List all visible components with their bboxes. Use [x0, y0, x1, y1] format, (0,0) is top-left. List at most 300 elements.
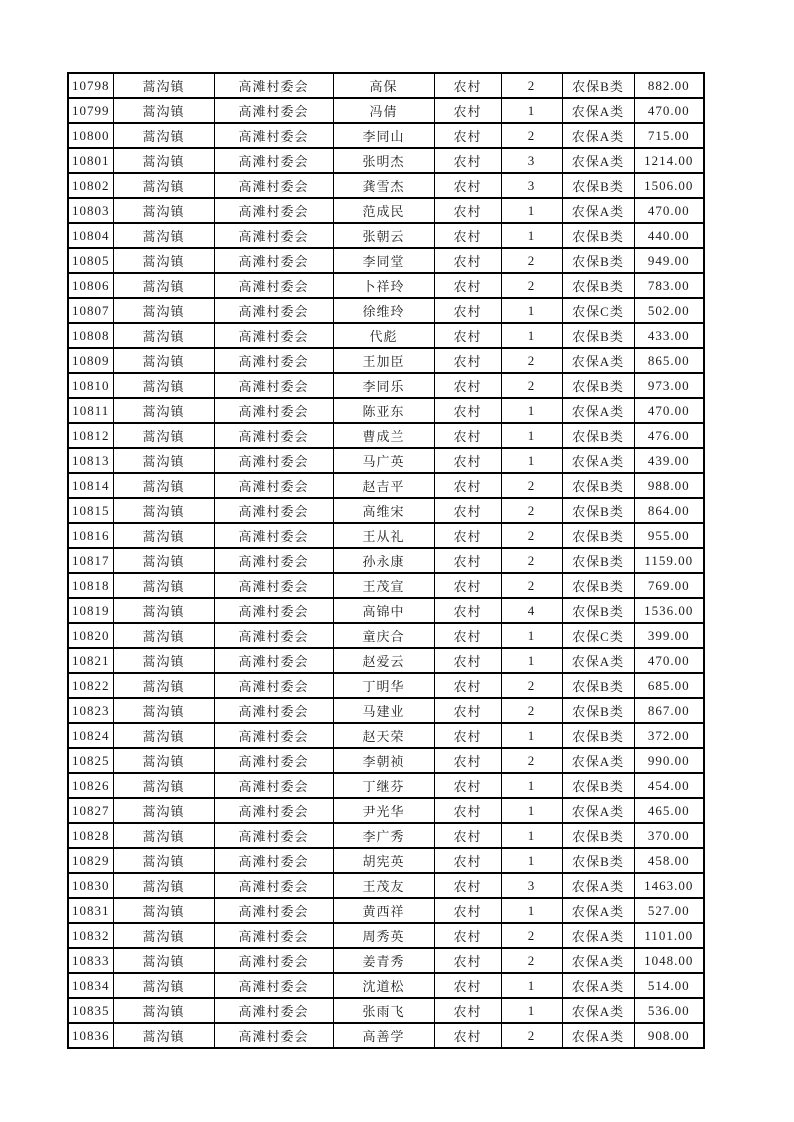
amount-cell: 990.00: [634, 748, 704, 773]
table-body: [68, 73, 704, 1048]
record-id-cell: 10798: [68, 73, 113, 98]
table-row: [68, 923, 704, 948]
person-name-cell: 胡宪英: [333, 848, 434, 873]
village-committee-cell: 高滩村委会: [214, 198, 333, 223]
amount-cell: 372.00: [634, 723, 704, 748]
insurance-category-cell: 农保A类: [562, 348, 634, 373]
town-cell: 蒿沟镇: [113, 98, 214, 123]
village-committee-cell: 高滩村委会: [214, 873, 333, 898]
amount-cell: 1463.00: [634, 873, 704, 898]
town-cell: 蒿沟镇: [113, 973, 214, 998]
amount-cell: 973.00: [634, 373, 704, 398]
table-row: [68, 898, 704, 923]
person-count-cell: 1: [501, 648, 562, 673]
table-row: [68, 498, 704, 523]
town-cell: 蒿沟镇: [113, 348, 214, 373]
insurance-category-cell: 农保B类: [562, 423, 634, 448]
town-cell: 蒿沟镇: [113, 198, 214, 223]
person-name-cell: 马广英: [333, 448, 434, 473]
record-id-cell: 10829: [68, 848, 113, 873]
amount-cell: 882.00: [634, 73, 704, 98]
person-count-cell: 2: [501, 73, 562, 98]
person-name-cell: 李同堂: [333, 248, 434, 273]
person-name-cell: 张雨飞: [333, 998, 434, 1023]
insurance-category-cell: 农保B类: [562, 173, 634, 198]
table-row: [68, 473, 704, 498]
person-name-cell: 冯倩: [333, 98, 434, 123]
insurance-category-cell: 农保A类: [562, 648, 634, 673]
insurance-category-cell: 农保B类: [562, 698, 634, 723]
insurance-category-cell: 农保A类: [562, 748, 634, 773]
residence-type-cell: 农村: [434, 98, 501, 123]
record-id-cell: 10831: [68, 898, 113, 923]
insurance-category-cell: 农保B类: [562, 523, 634, 548]
table-row: [68, 748, 704, 773]
record-id-cell: 10806: [68, 273, 113, 298]
residence-type-cell: 农村: [434, 598, 501, 623]
village-committee-cell: 高滩村委会: [214, 73, 333, 98]
village-committee-cell: 高滩村委会: [214, 748, 333, 773]
table-row: [68, 848, 704, 873]
person-count-cell: 1: [501, 398, 562, 423]
table-row: [68, 723, 704, 748]
person-name-cell: 王茂友: [333, 873, 434, 898]
town-cell: 蒿沟镇: [113, 373, 214, 398]
table-row: [68, 298, 704, 323]
town-cell: 蒿沟镇: [113, 873, 214, 898]
person-name-cell: 王从礼: [333, 523, 434, 548]
person-name-cell: 高保: [333, 73, 434, 98]
record-id-cell: 10811: [68, 398, 113, 423]
village-committee-cell: 高滩村委会: [214, 848, 333, 873]
insurance-category-cell: 农保B类: [562, 273, 634, 298]
village-committee-cell: 高滩村委会: [214, 223, 333, 248]
amount-cell: 399.00: [634, 623, 704, 648]
insurance-category-cell: 农保A类: [562, 998, 634, 1023]
town-cell: 蒿沟镇: [113, 423, 214, 448]
insurance-category-cell: 农保B类: [562, 598, 634, 623]
person-name-cell: 赵吉平: [333, 473, 434, 498]
village-committee-cell: 高滩村委会: [214, 723, 333, 748]
insurance-category-cell: 农保A类: [562, 898, 634, 923]
person-count-cell: 2: [501, 1023, 562, 1048]
table-row: [68, 548, 704, 573]
person-count-cell: 1: [501, 323, 562, 348]
amount-cell: 433.00: [634, 323, 704, 348]
village-committee-cell: 高滩村委会: [214, 498, 333, 523]
village-committee-cell: 高滩村委会: [214, 298, 333, 323]
village-committee-cell: 高滩村委会: [214, 273, 333, 298]
amount-cell: 685.00: [634, 673, 704, 698]
person-name-cell: 孙永康: [333, 548, 434, 573]
town-cell: 蒿沟镇: [113, 173, 214, 198]
table-row: [68, 348, 704, 373]
insurance-category-cell: 农保A类: [562, 948, 634, 973]
town-cell: 蒿沟镇: [113, 848, 214, 873]
insurance-category-cell: 农保B类: [562, 573, 634, 598]
insurance-category-cell: 农保B类: [562, 673, 634, 698]
insurance-category-cell: 农保B类: [562, 723, 634, 748]
person-name-cell: 张朝云: [333, 223, 434, 248]
residence-type-cell: 农村: [434, 1023, 501, 1048]
table-row: [68, 948, 704, 973]
amount-cell: 465.00: [634, 798, 704, 823]
table-row: [68, 148, 704, 173]
insurance-category-cell: 农保B类: [562, 373, 634, 398]
residence-type-cell: 农村: [434, 248, 501, 273]
table-row: [68, 798, 704, 823]
record-id-cell: 10833: [68, 948, 113, 973]
record-id-cell: 10822: [68, 673, 113, 698]
insurance-category-cell: 农保A类: [562, 873, 634, 898]
insurance-category-cell: 农保A类: [562, 973, 634, 998]
insurance-category-cell: 农保B类: [562, 73, 634, 98]
table-row: [68, 973, 704, 998]
person-count-cell: 2: [501, 673, 562, 698]
village-committee-cell: 高滩村委会: [214, 798, 333, 823]
village-committee-cell: 高滩村委会: [214, 948, 333, 973]
insurance-category-cell: 农保C类: [562, 623, 634, 648]
town-cell: 蒿沟镇: [113, 123, 214, 148]
insurance-category-cell: 农保A类: [562, 1023, 634, 1048]
person-name-cell: 马建业: [333, 698, 434, 723]
record-id-cell: 10807: [68, 298, 113, 323]
town-cell: 蒿沟镇: [113, 573, 214, 598]
person-name-cell: 范成民: [333, 198, 434, 223]
person-count-cell: 3: [501, 148, 562, 173]
town-cell: 蒿沟镇: [113, 823, 214, 848]
town-cell: 蒿沟镇: [113, 1023, 214, 1048]
residence-type-cell: 农村: [434, 173, 501, 198]
residence-type-cell: 农村: [434, 748, 501, 773]
town-cell: 蒿沟镇: [113, 948, 214, 973]
record-id-cell: 10803: [68, 198, 113, 223]
insurance-category-cell: 农保B类: [562, 498, 634, 523]
insurance-category-cell: 农保B类: [562, 848, 634, 873]
insurance-category-cell: 农保A类: [562, 448, 634, 473]
table-row: [68, 398, 704, 423]
town-cell: 蒿沟镇: [113, 398, 214, 423]
amount-cell: 440.00: [634, 223, 704, 248]
person-count-cell: 1: [501, 998, 562, 1023]
town-cell: 蒿沟镇: [113, 998, 214, 1023]
residence-type-cell: 农村: [434, 148, 501, 173]
record-id-cell: 10828: [68, 823, 113, 848]
person-count-cell: 1: [501, 423, 562, 448]
amount-cell: 864.00: [634, 498, 704, 523]
village-committee-cell: 高滩村委会: [214, 698, 333, 723]
person-name-cell: 姜青秀: [333, 948, 434, 973]
residence-type-cell: 农村: [434, 73, 501, 98]
insurance-category-cell: 农保B类: [562, 473, 634, 498]
residence-type-cell: 农村: [434, 498, 501, 523]
person-name-cell: 赵爱云: [333, 648, 434, 673]
village-committee-cell: 高滩村委会: [214, 973, 333, 998]
amount-cell: 715.00: [634, 123, 704, 148]
insurance-category-cell: 农保B类: [562, 548, 634, 573]
table-row: [68, 223, 704, 248]
person-name-cell: 李广秀: [333, 823, 434, 848]
amount-cell: 470.00: [634, 398, 704, 423]
person-name-cell: 龚雪杰: [333, 173, 434, 198]
residence-type-cell: 农村: [434, 473, 501, 498]
insurance-category-cell: 农保A类: [562, 148, 634, 173]
village-committee-cell: 高滩村委会: [214, 673, 333, 698]
insurance-category-cell: 农保A类: [562, 798, 634, 823]
town-cell: 蒿沟镇: [113, 498, 214, 523]
person-count-cell: 2: [501, 473, 562, 498]
village-committee-cell: 高滩村委会: [214, 523, 333, 548]
table-row: [68, 73, 704, 98]
person-name-cell: 高善学: [333, 1023, 434, 1048]
town-cell: 蒿沟镇: [113, 623, 214, 648]
record-id-cell: 10827: [68, 798, 113, 823]
village-committee-cell: 高滩村委会: [214, 548, 333, 573]
record-id-cell: 10801: [68, 148, 113, 173]
town-cell: 蒿沟镇: [113, 698, 214, 723]
residence-type-cell: 农村: [434, 798, 501, 823]
village-committee-cell: 高滩村委会: [214, 773, 333, 798]
record-id-cell: 10818: [68, 573, 113, 598]
person-name-cell: 丁明华: [333, 673, 434, 698]
insurance-category-cell: 农保B类: [562, 323, 634, 348]
residence-type-cell: 农村: [434, 423, 501, 448]
town-cell: 蒿沟镇: [113, 648, 214, 673]
person-count-cell: 1: [501, 848, 562, 873]
village-committee-cell: 高滩村委会: [214, 123, 333, 148]
residence-type-cell: 农村: [434, 123, 501, 148]
amount-cell: 536.00: [634, 998, 704, 1023]
village-committee-cell: 高滩村委会: [214, 998, 333, 1023]
residence-type-cell: 农村: [434, 723, 501, 748]
table-row: [68, 823, 704, 848]
village-committee-cell: 高滩村委会: [214, 148, 333, 173]
person-count-cell: 1: [501, 623, 562, 648]
person-name-cell: 高维宋: [333, 498, 434, 523]
residence-type-cell: 农村: [434, 648, 501, 673]
residence-type-cell: 农村: [434, 223, 501, 248]
person-count-cell: 2: [501, 948, 562, 973]
insurance-category-cell: 农保B类: [562, 223, 634, 248]
record-id-cell: 10812: [68, 423, 113, 448]
village-committee-cell: 高滩村委会: [214, 823, 333, 848]
person-name-cell: 李朝祯: [333, 748, 434, 773]
record-id-cell: 10802: [68, 173, 113, 198]
person-count-cell: 1: [501, 223, 562, 248]
amount-cell: 502.00: [634, 298, 704, 323]
insurance-category-cell: 农保B类: [562, 773, 634, 798]
table-row: [68, 198, 704, 223]
person-name-cell: 张明杰: [333, 148, 434, 173]
amount-cell: 458.00: [634, 848, 704, 873]
amount-cell: 470.00: [634, 198, 704, 223]
person-name-cell: 尹光华: [333, 798, 434, 823]
person-name-cell: 周秀英: [333, 923, 434, 948]
insurance-category-cell: 农保A类: [562, 198, 634, 223]
village-committee-cell: 高滩村委会: [214, 573, 333, 598]
record-id-cell: 10817: [68, 548, 113, 573]
person-name-cell: 陈亚东: [333, 398, 434, 423]
person-count-cell: 1: [501, 773, 562, 798]
residence-type-cell: 农村: [434, 773, 501, 798]
town-cell: 蒿沟镇: [113, 298, 214, 323]
record-id-cell: 10825: [68, 748, 113, 773]
residence-type-cell: 农村: [434, 623, 501, 648]
insurance-category-cell: 农保A类: [562, 398, 634, 423]
town-cell: 蒿沟镇: [113, 323, 214, 348]
residence-type-cell: 农村: [434, 548, 501, 573]
person-count-cell: 1: [501, 798, 562, 823]
table-row: [68, 423, 704, 448]
residence-type-cell: 农村: [434, 673, 501, 698]
person-count-cell: 2: [501, 273, 562, 298]
residence-type-cell: 农村: [434, 923, 501, 948]
residence-type-cell: 农村: [434, 848, 501, 873]
residence-type-cell: 农村: [434, 973, 501, 998]
record-id-cell: 10823: [68, 698, 113, 723]
person-count-cell: 3: [501, 873, 562, 898]
person-name-cell: 王茂宣: [333, 573, 434, 598]
amount-cell: 1536.00: [634, 598, 704, 623]
person-name-cell: 徐维玲: [333, 298, 434, 323]
table-row: [68, 248, 704, 273]
town-cell: 蒿沟镇: [113, 148, 214, 173]
person-count-cell: 2: [501, 548, 562, 573]
person-count-cell: 2: [501, 498, 562, 523]
person-name-cell: 赵天荣: [333, 723, 434, 748]
residence-type-cell: 农村: [434, 898, 501, 923]
record-id-cell: 10815: [68, 498, 113, 523]
town-cell: 蒿沟镇: [113, 223, 214, 248]
village-committee-cell: 高滩村委会: [214, 423, 333, 448]
amount-cell: 514.00: [634, 973, 704, 998]
village-committee-cell: 高滩村委会: [214, 323, 333, 348]
amount-cell: 439.00: [634, 448, 704, 473]
town-cell: 蒿沟镇: [113, 673, 214, 698]
amount-cell: 470.00: [634, 98, 704, 123]
village-committee-cell: 高滩村委会: [214, 98, 333, 123]
table-row: [68, 648, 704, 673]
amount-cell: 527.00: [634, 898, 704, 923]
record-id-cell: 10804: [68, 223, 113, 248]
record-id-cell: 10824: [68, 723, 113, 748]
residence-type-cell: 农村: [434, 398, 501, 423]
person-count-cell: 2: [501, 373, 562, 398]
town-cell: 蒿沟镇: [113, 773, 214, 798]
record-id-cell: 10816: [68, 523, 113, 548]
record-id-cell: 10805: [68, 248, 113, 273]
table-row: [68, 98, 704, 123]
amount-cell: 783.00: [634, 273, 704, 298]
person-name-cell: 丁继芬: [333, 773, 434, 798]
insurance-category-cell: 农保C类: [562, 298, 634, 323]
residence-type-cell: 农村: [434, 948, 501, 973]
benefit-records-table: [67, 72, 705, 1049]
residence-type-cell: 农村: [434, 298, 501, 323]
residence-type-cell: 农村: [434, 998, 501, 1023]
record-id-cell: 10799: [68, 98, 113, 123]
person-name-cell: 王加臣: [333, 348, 434, 373]
person-count-cell: 1: [501, 823, 562, 848]
person-count-cell: 1: [501, 298, 562, 323]
amount-cell: 1506.00: [634, 173, 704, 198]
village-committee-cell: 高滩村委会: [214, 398, 333, 423]
amount-cell: 988.00: [634, 473, 704, 498]
person-name-cell: 童庆合: [333, 623, 434, 648]
town-cell: 蒿沟镇: [113, 448, 214, 473]
village-committee-cell: 高滩村委会: [214, 898, 333, 923]
person-count-cell: 2: [501, 748, 562, 773]
insurance-category-cell: 农保A类: [562, 923, 634, 948]
person-count-cell: 1: [501, 198, 562, 223]
person-count-cell: 2: [501, 923, 562, 948]
record-id-cell: 10834: [68, 973, 113, 998]
residence-type-cell: 农村: [434, 573, 501, 598]
town-cell: 蒿沟镇: [113, 598, 214, 623]
town-cell: 蒿沟镇: [113, 73, 214, 98]
person-count-cell: 2: [501, 123, 562, 148]
record-id-cell: 10800: [68, 123, 113, 148]
record-id-cell: 10814: [68, 473, 113, 498]
village-committee-cell: 高滩村委会: [214, 473, 333, 498]
table-row: [68, 773, 704, 798]
record-id-cell: 10808: [68, 323, 113, 348]
amount-cell: 1048.00: [634, 948, 704, 973]
residence-type-cell: 农村: [434, 198, 501, 223]
table-row: [68, 523, 704, 548]
residence-type-cell: 农村: [434, 698, 501, 723]
amount-cell: 454.00: [634, 773, 704, 798]
insurance-category-cell: 农保A类: [562, 98, 634, 123]
person-count-cell: 1: [501, 98, 562, 123]
insurance-category-cell: 农保B类: [562, 823, 634, 848]
village-committee-cell: 高滩村委会: [214, 348, 333, 373]
amount-cell: 955.00: [634, 523, 704, 548]
insurance-category-cell: 农保B类: [562, 248, 634, 273]
table-row: [68, 998, 704, 1023]
amount-cell: 769.00: [634, 573, 704, 598]
person-count-cell: 1: [501, 448, 562, 473]
table-row: [68, 873, 704, 898]
person-count-cell: 1: [501, 898, 562, 923]
table-row: [68, 573, 704, 598]
person-count-cell: 2: [501, 523, 562, 548]
table-row: [68, 698, 704, 723]
town-cell: 蒿沟镇: [113, 273, 214, 298]
town-cell: 蒿沟镇: [113, 723, 214, 748]
residence-type-cell: 农村: [434, 273, 501, 298]
table-row: [68, 123, 704, 148]
table-row: [68, 273, 704, 298]
amount-cell: 370.00: [634, 823, 704, 848]
residence-type-cell: 农村: [434, 523, 501, 548]
person-name-cell: 李同乐: [333, 373, 434, 398]
village-committee-cell: 高滩村委会: [214, 1023, 333, 1048]
record-id-cell: 10819: [68, 598, 113, 623]
town-cell: 蒿沟镇: [113, 548, 214, 573]
person-count-cell: 1: [501, 723, 562, 748]
table-row: [68, 448, 704, 473]
person-name-cell: 卜祥玲: [333, 273, 434, 298]
amount-cell: 867.00: [634, 698, 704, 723]
person-name-cell: 李同山: [333, 123, 434, 148]
village-committee-cell: 高滩村委会: [214, 598, 333, 623]
residence-type-cell: 农村: [434, 373, 501, 398]
amount-cell: 908.00: [634, 1023, 704, 1048]
table-row: [68, 673, 704, 698]
person-name-cell: 沈道松: [333, 973, 434, 998]
person-count-cell: 2: [501, 573, 562, 598]
